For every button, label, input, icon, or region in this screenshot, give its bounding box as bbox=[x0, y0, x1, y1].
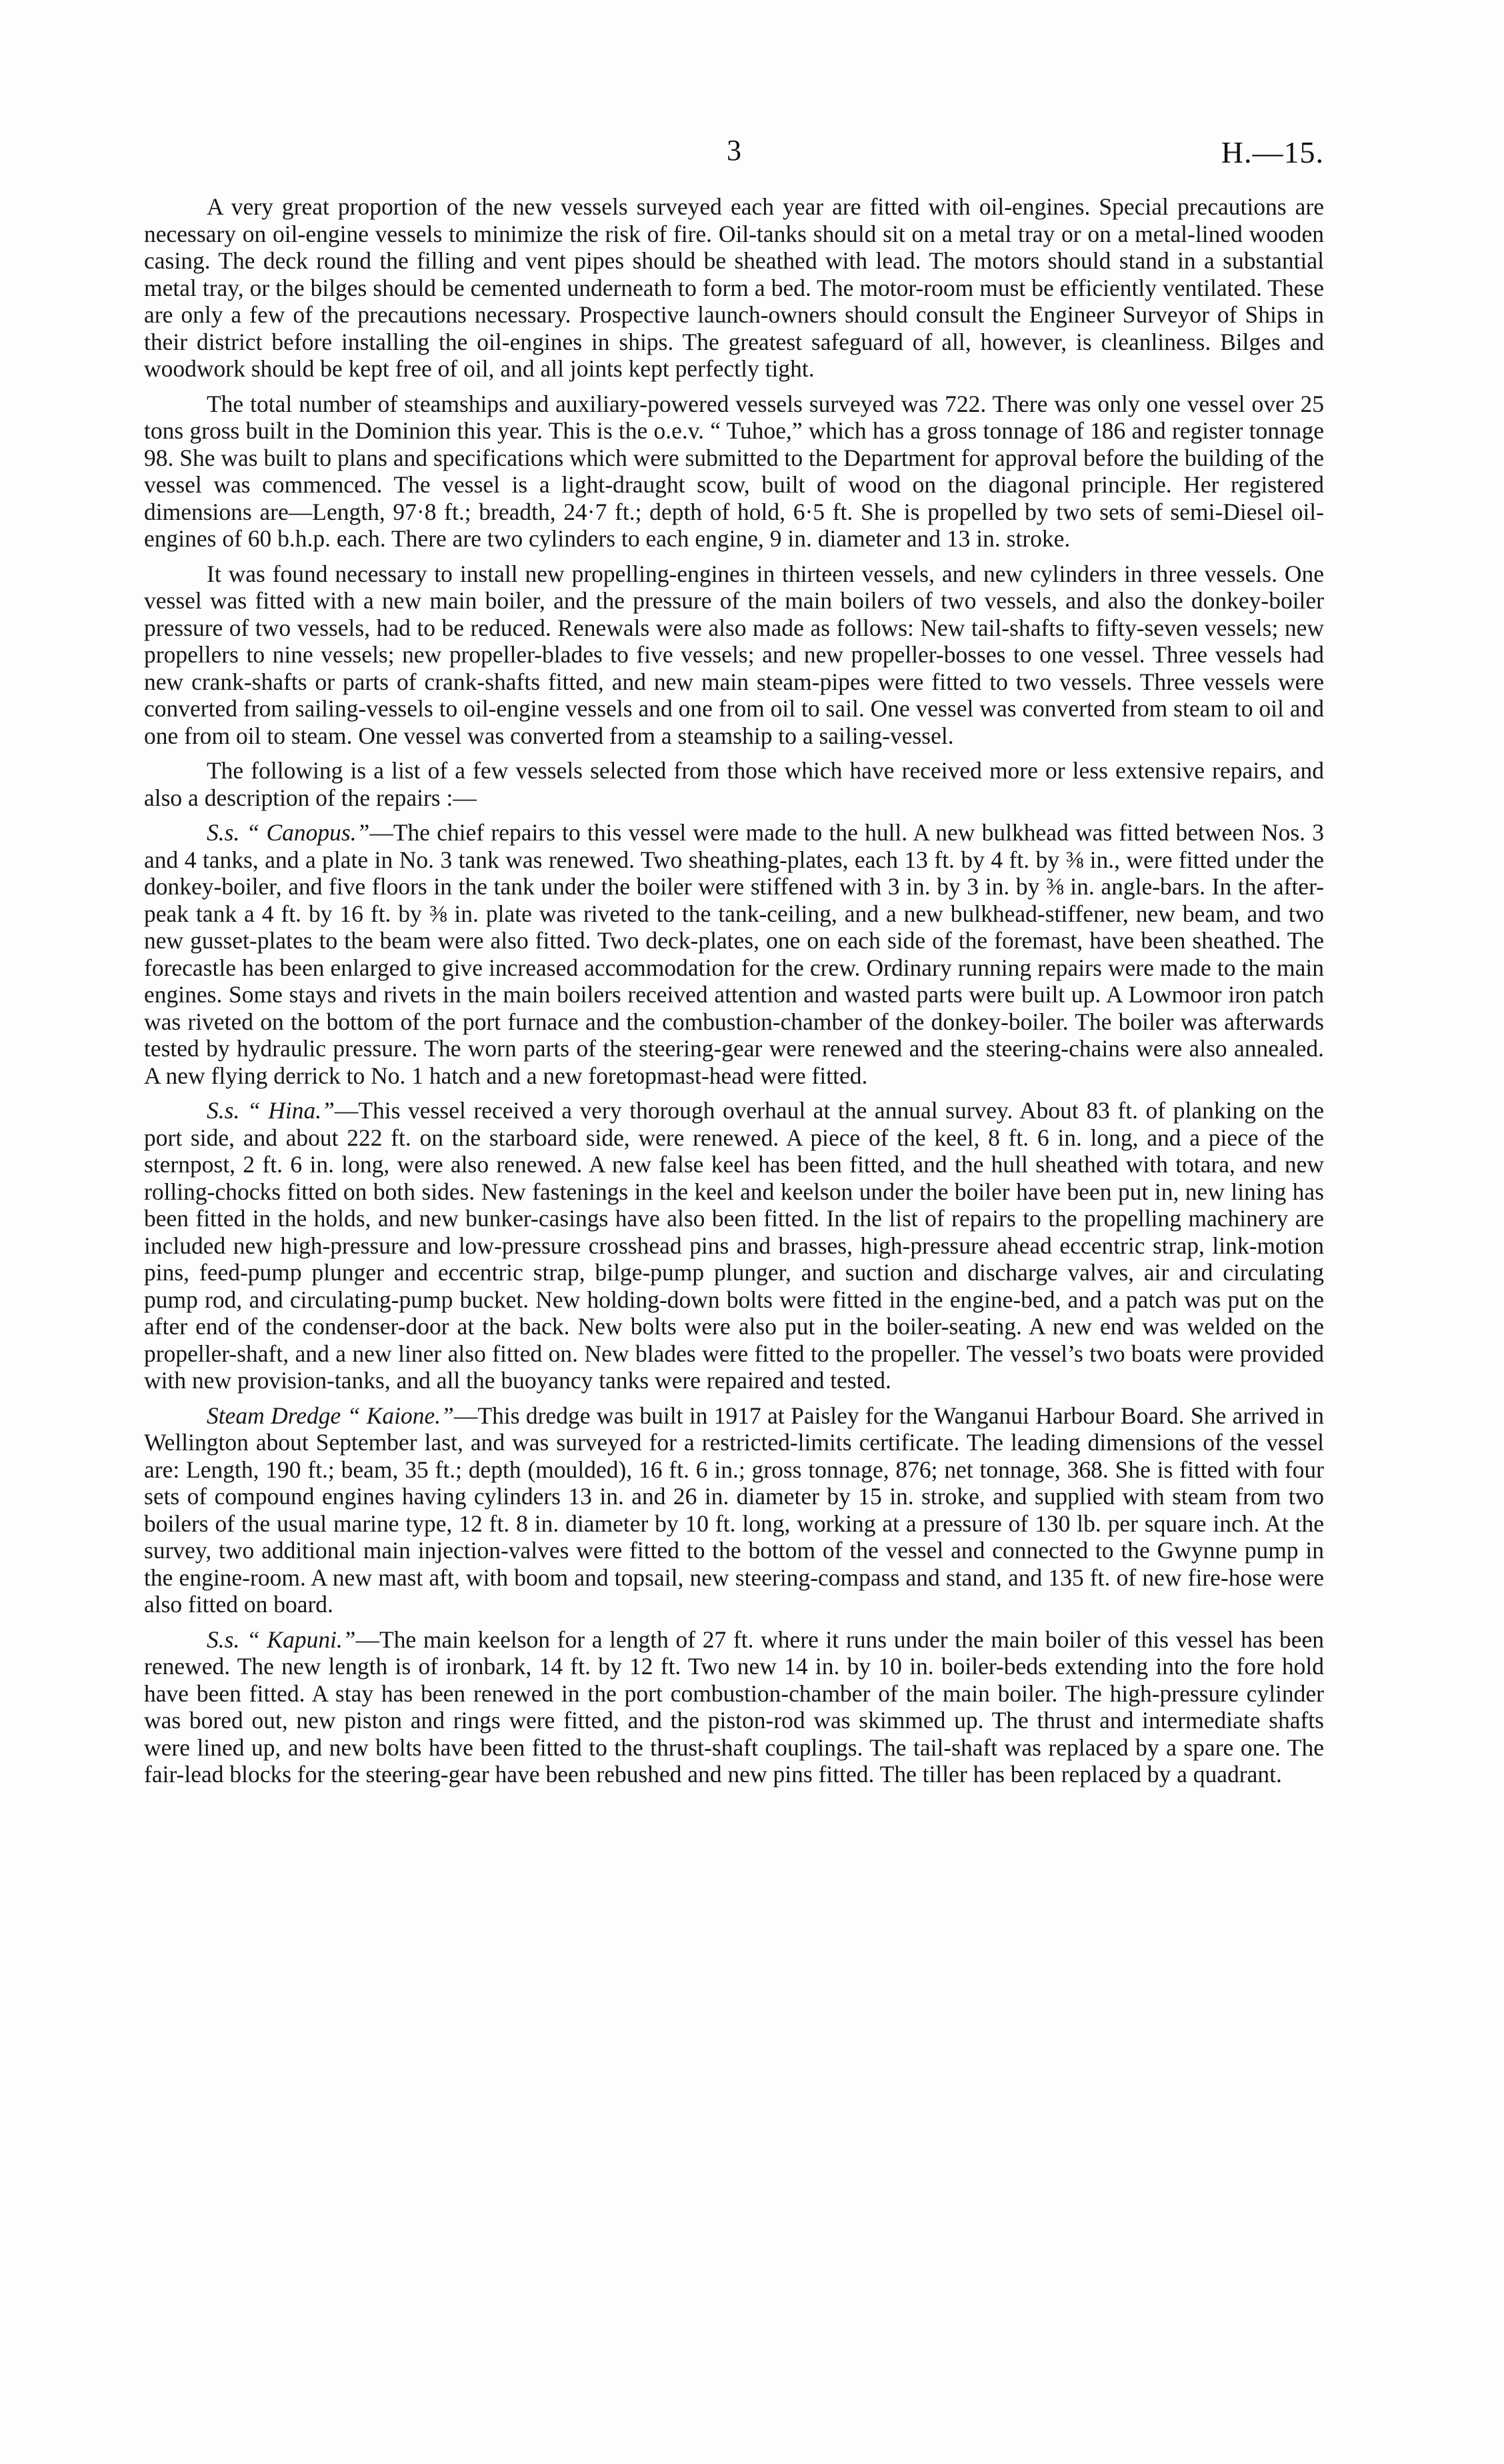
vessel-entry-hina bbox=[144, 1097, 1324, 1394]
document-reference: H.—15. bbox=[1221, 135, 1324, 169]
vessel-entry-canopus bbox=[144, 819, 1324, 1089]
vessel-description: —The main keelson for a length of 27 ft. where it runs under the main boiler of this vessel has been renewed. The new length is of ironbark, 14 ft. by 12 ft. Two new 14 in. by 10 in. boiler-beds extending into the fore hold have been fitted. A stay has been renewed in the port combustion-chamber of the main boiler. The high-pressure cylinder was bored out, new piston and rings were fitted, and the piston-rod was skimmed up. The thrust and intermediate shafts were lined up, and new bolts have been fitted to the thrust-shaft couplings. The tail-shaft was replaced by a spare one. The fair-lead blocks for the steering-gear have been rebushed and new pins fitted. The tiller has been replaced by a quadrant. bbox=[144, 1626, 1325, 1788]
paragraph-engine-renewals: It was found necessary to install new propelling-engines in thirteen vessels, and new cylinders in three vessels. One vessel was fitted with a new main boiler, and the pressure of the main boilers of two vessels, and also the donkey-boiler pressure of two vessels, had to be reduced. Renewals were also made as follows: New tail-shafts to fifty-seven vessels; new propellers to nine vessels; new propeller-blades to five vessels; and new propeller-bosses to one vessel. Three vessels had new crank-shafts or parts of crank-shafts fitted, and new main steam-pipes were fitted to two vessels. Three vessels were converted from sailing-vessels to oil-engine vessels and one from oil to sail. One vessel was converted from steam to oil and one from oil to steam. One vessel was converted from a steamship to a sailing-vessel. bbox=[144, 560, 1324, 749]
vessel-entry-kaione bbox=[144, 1402, 1324, 1618]
vessel-description: —This dredge was built in 1917 at Paisley for the Wanganui Harbour Board. She arrived in Wellington about September last, and was surveyed for a restricted-limits certificate. The leading dimensions of the vessel are: Length, 190 ft.; beam, 35 ft.; depth (moulded), 16 ft. 6 in.; gross tonnage, 876; net tonnage, 368. She is fitted with four sets of compound engines having cylinders 13 in. and 26 in. diameter by 15 in. stroke, and supplied with steam from two boilers of the usual marine type, 12 ft. 8 in. diameter by 10 ft. long, working at a pressure of 130 lb. per square inch. At the survey, two additional main injection-valves were fitted to the bottom of the vessel and connected to the Gwynne pump in the engine-room. A new mast aft, with boom and topsail, new steering-compass and stand, and 135 ft. of new fire-hose were also fitted on board. bbox=[144, 1402, 1324, 1618]
vessel-title: S.s. “ Canopus.” bbox=[207, 819, 370, 846]
vessel-entry-kapuni bbox=[144, 1626, 1324, 1788]
body-text bbox=[144, 193, 1324, 1796]
page-header bbox=[144, 133, 1324, 173]
vessel-description: —The chief repairs to this vessel were made to the hull. A new bulkhead was fitted between Nos. 3 and 4 tanks, and a plate in No. 3 tank was renewed. Two sheathing-plates, each 13 ft. by 4 ft. by ⅜ in., were fitted under the donkey-boiler, and five floors in the tank under the boiler were stiffened with 3 in. by 3 in. by ⅜ in. angle-bars. In the after-peak tank a 4 ft. by 16 ft. by ⅜ in. plate was riveted to the tank-ceiling, and a new bulkhead-stiffener, new beam, and two new gusset-plates to the beam were also fitted. Two deck-plates, one on each side of the foremast, have been sheathed. The forecastle has been enlarged to give increased accommodation for the crew. Ordinary running repairs were made to the main engines. Some stays and rivets in the main boilers received attention and wasted parts were built up. A Lowmoor iron patch was riveted on the bottom of the port furnace and the combustion-chamber of the donkey-boiler. The boiler was afterwards tested by hydraulic pressure. The worn parts of the steering-gear were renewed and the steering-chains were also annealed. A new flying derrick to No. 1 hatch and a new foretopmast-head were fitted. bbox=[144, 819, 1324, 1089]
vessel-title: S.s. “ Hina.” bbox=[207, 1097, 335, 1124]
vessel-title: Steam Dredge “ Kaione.” bbox=[207, 1402, 454, 1429]
page-number: 3 bbox=[727, 134, 741, 167]
paragraph-repairs-intro: The following is a list of a few vessels selected from those which have received more or less extensive repairs, and also a description of the repairs :— bbox=[144, 757, 1324, 811]
vessel-description: —This vessel received a very thorough overhaul at the annual survey. About 83 ft. of planking on the port side, and about 222 ft. on the starboard side, were renewed. A piece of the keel, 8 ft. 6 in. long, and a piece of the sternpost, 2 ft. 6 in. long, were also renewed. A new false keel has been fitted, and the hull sheathed with totara, and new rolling-chocks fitted on both sides. New fastenings in the keel and keelson under the boiler have been put in, new lining has been fitted in the holds, and new bunker-casings have also been fitted. In the list of repairs to the propelling machinery are included new high-pressure and low-pressure crosshead pins and brasses, high-pressure ahead eccentric strap, link-motion pins, feed-pump plunger and eccentric strap, bilge-pump plunger, and suction and discharge valves, air and circulating pump rod, and circulating-pump bucket. New holding-down bolts were fitted in the engine-bed, and a patch was put on the after end of the condenser-door at the back. New bolts were also put in the boiler-seating. A new end was welded on the propeller-shaft, and a new liner also fitted on. New blades were fitted to the propeller. The vessel’s two boats were provided with new provision-tanks, and all the buoyancy tanks were repaired and tested. bbox=[144, 1097, 1324, 1394]
paragraph-oil-engines: A very great proportion of the new vessels surveyed each year are fitted with oil-engines. Special precautions are necessary on oil-engine vessels to minimize the risk of fire. Oil-tanks should sit on a metal tray or on a metal-lined wooden casing. The deck round the filling and vent pipes should be sheathed with lead. The motors should stand in a substantial metal tray, or the bilges should be cemented underneath to form a bed. The motor-room must be efficiently ventilated. These are only a few of the precautions necessary. Prospective launch-owners should consult the Engineer Surveyor of Ships in their district before installing the oil-engines in ships. The greatest safeguard of all, however, is cleanliness. Bilges and woodwork should be kept free of oil, and all joints kept perfectly tight. bbox=[144, 193, 1324, 382]
paragraph-vessels-surveyed: The total number of steamships and auxiliary-powered vessels surveyed was 722. There was only one vessel over 25 tons gross built in the Dominion this year. This is the o.e.v. “ Tuhoe,” which has a gross tonnage of 186 and register tonnage 98. She was built to plans and specifications which were submitted to the Department for approval before the building of the vessel was commenced. The vessel is a light-draught scow, built of wood on the diagonal principle. Her registered dimensions are—Length, 97·8 ft.; breadth, 24·7 ft.; depth of hold, 6·5 ft. She is propelled by two sets of semi-Diesel oil-engines of 60 b.h.p. each. There are two cylinders to each engine, 9 in. diameter and 13 in. stroke. bbox=[144, 390, 1324, 552]
vessel-title: S.s. “ Kapuni.” bbox=[207, 1626, 356, 1653]
